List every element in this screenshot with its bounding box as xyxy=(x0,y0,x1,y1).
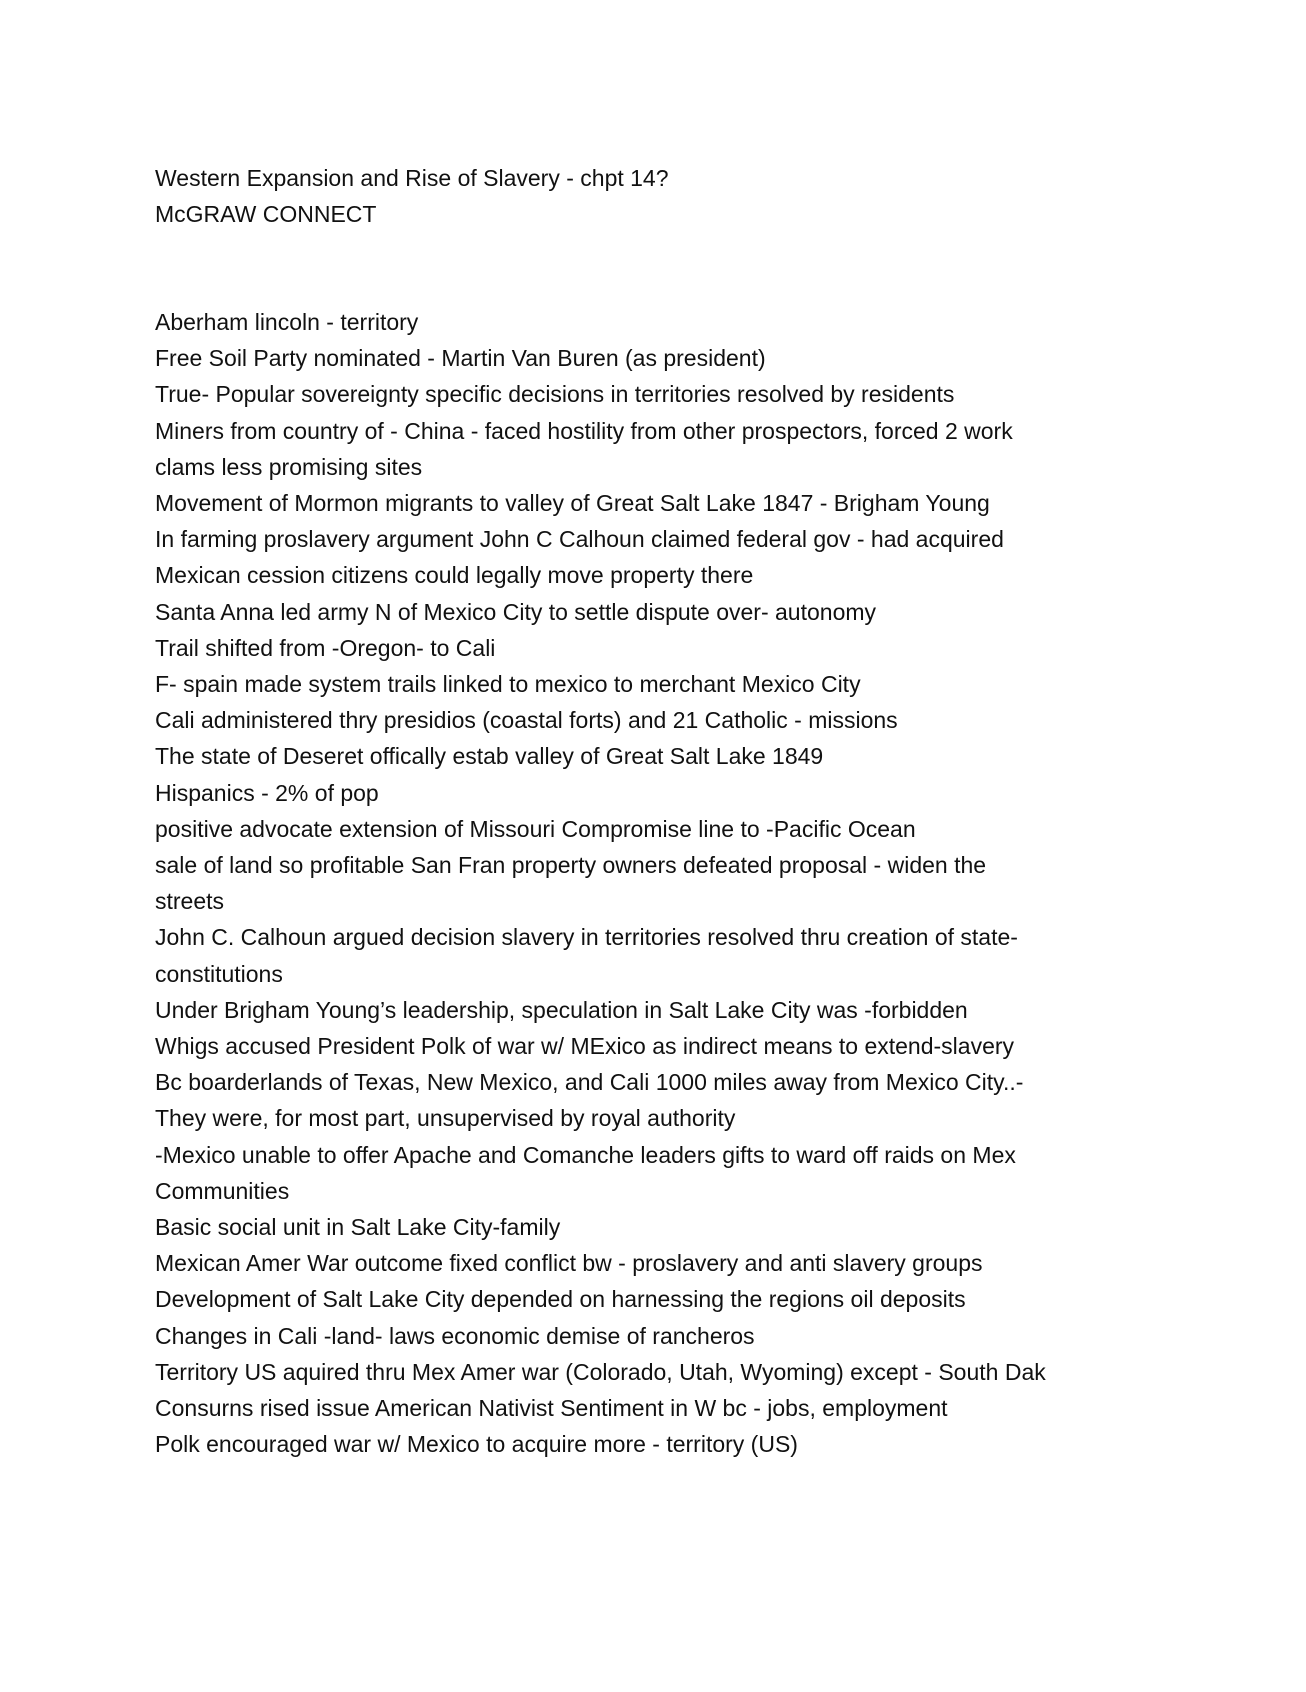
note-line: Miners from country of - China - faced hostility from other prospectors, forced 2 work xyxy=(155,417,1013,444)
note-line: Santa Anna led army N of Mexico City to settle dispute over- autonomy xyxy=(155,598,877,625)
document-subtitle: McGRAW CONNECT xyxy=(155,201,377,227)
note-line: John C. Calhoun argued decision slavery in territories resolved thru creation of state- xyxy=(155,924,1018,951)
note-line: Hispanics - 2% of pop xyxy=(155,779,379,806)
note-line: Trail shifted from -Oregon- to Cali xyxy=(155,634,496,661)
note-line: Mexican Amer War outcome fixed conflict bw - proslavery and anti slavery groups xyxy=(155,1250,983,1277)
note-line: Communities xyxy=(155,1177,290,1204)
note-line: Whigs accused President Polk of war w/ MExico as indirect means to extend-slavery xyxy=(155,1033,1015,1060)
note-line: F- spain made system trails linked to mexico to merchant Mexico City xyxy=(155,671,861,698)
note-line: The state of Deseret offically estab valley of Great Salt Lake 1849 xyxy=(155,743,824,770)
note-line: Development of Salt Lake City depended on harnessing the regions oil deposits xyxy=(155,1286,966,1313)
note-line: Polk encouraged war w/ Mexico to acquire more - territory (US) xyxy=(155,1431,798,1458)
note-line: Territory US aquired thru Mex Amer war (Colorado, Utah, Wyoming) except - South Dak xyxy=(155,1358,1046,1385)
note-line: Changes in Cali -land- laws economic demise of rancheros xyxy=(155,1322,755,1349)
note-line: clams less promising sites xyxy=(155,453,423,480)
note-line: Mexican cession citizens could legally move property there xyxy=(155,562,754,589)
note-line: They were, for most part, unsupervised by royal authority xyxy=(155,1105,736,1132)
note-line: Cali administered thry presidios (coastal forts) and 21 Catholic - missions xyxy=(155,707,898,734)
note-line: Movement of Mormon migrants to valley of Great Salt Lake 1847 - Brigham Young xyxy=(155,490,990,517)
note-line: True- Popular sovereignty specific decisions in territories resolved by residents xyxy=(155,381,955,408)
note-line: Free Soil Party nominated - Martin Van Buren (as president) xyxy=(155,345,766,372)
document-header xyxy=(155,160,669,232)
note-line: sale of land so profitable San Fran property owners defeated proposal - widen the xyxy=(155,852,987,879)
note-line: Under Brigham Young’s leadership, speculation in Salt Lake City was -forbidden xyxy=(155,996,968,1023)
note-line: streets xyxy=(155,888,225,915)
note-line: Basic social unit in Salt Lake City-family xyxy=(155,1214,561,1241)
note-line: -Mexico unable to offer Apache and Comanche leaders gifts to ward off raids on Mex xyxy=(155,1141,1016,1168)
document-title: Western Expansion and Rise of Slavery - chpt 14? xyxy=(155,165,669,191)
note-line: Bc boarderlands of Texas, New Mexico, and Cali 1000 miles away from Mexico City..- xyxy=(155,1069,1024,1096)
note-line: constitutions xyxy=(155,960,283,987)
notes-list xyxy=(155,304,1155,1463)
note-line: positive advocate extension of Missouri Compromise line to -Pacific Ocean xyxy=(155,815,916,842)
note-line: In farming proslavery argument John C Calhoun claimed federal gov - had acquired xyxy=(155,526,1004,553)
note-line: Aberham lincoln - territory xyxy=(155,309,419,335)
note-line: Consurns rised issue American Nativist Sentiment in W bc - jobs, employment xyxy=(155,1395,948,1422)
